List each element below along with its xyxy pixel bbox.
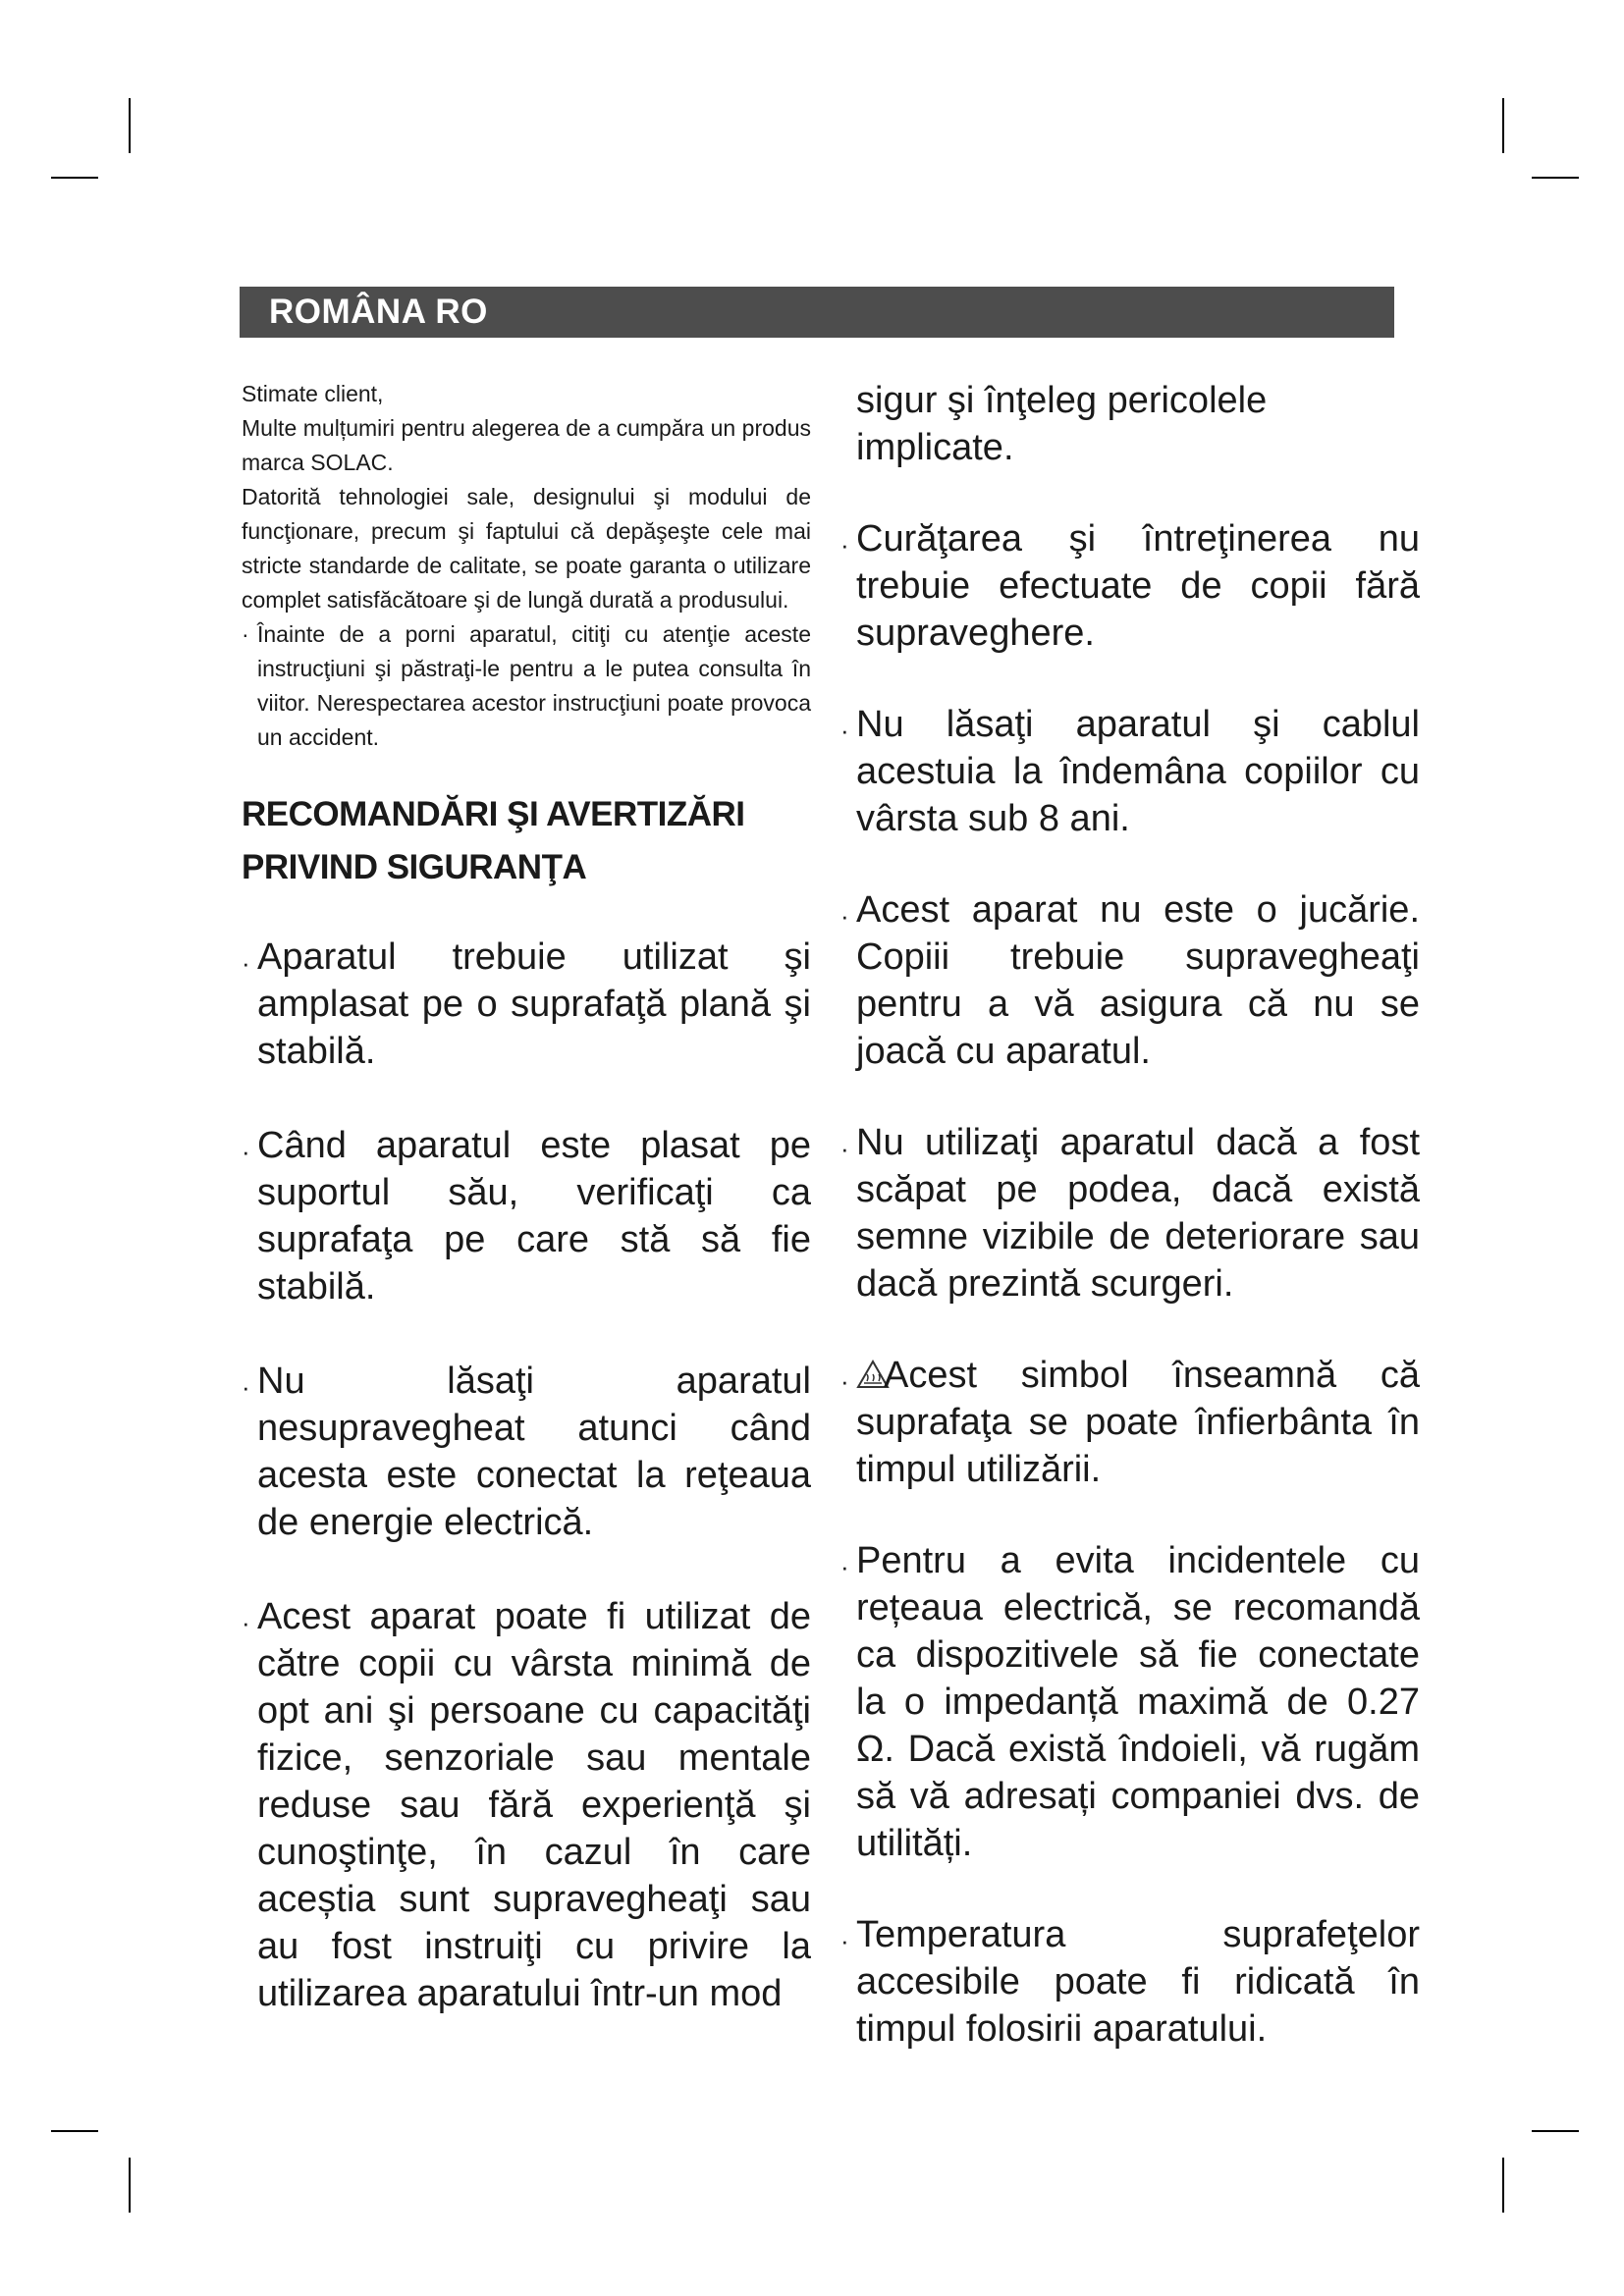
list-item (840, 1352, 1420, 1493)
list-item (840, 886, 1420, 1075)
list-item (242, 1122, 811, 1310)
bullet-marker: · (840, 716, 849, 745)
intro-section (242, 377, 811, 755)
list-item-text: Acest aparat nu este o jucărie. Copiii trebuie supravegheaţi pentru a vă asigura că nu se joacă cu aparatul. (856, 889, 1420, 1072)
crop-mark (51, 177, 98, 179)
bullet-marker: · (840, 901, 849, 931)
list-item-text: Pentru a evita incidentele cu rețeaua electrică, se recomandă ca dispozitivele să fie conectate la o impedanță maximă de 0.27 Ω. Dacă există îndoieli, vă rugăm să vă adresați companiei dvs. de utilități. (856, 1540, 1420, 1864)
list-item-text (856, 1352, 1420, 1493)
intro-bullet-text: Înainte de a porni aparatul, citiţi cu atenţie aceste instrucţiuni şi păstraţi-le pentru a le putea consulta în viitor. Nerespectarea acestor instrucţiuni poate provoca un accident. (257, 621, 811, 750)
list-item (242, 1593, 811, 2017)
safety-heading: RECOMANDĂRI ŞI AVERTIZĂRI PRIVIND SIGURANŢA (242, 795, 745, 886)
list-item-text: Acest aparat poate fi utilizat de către copii cu vârsta minimă de opt ani şi persoane cu capacităţi fizice, senzoriale sau mentale reduse sau fără experienţă şi cunoştinţe, în cazul în care aceștia sunt supravegheaţi sau au fost instruiţi cu privire la utilizarea aparatului într-un mod (257, 1596, 811, 2014)
bullet-marker: · (242, 1372, 250, 1402)
crop-mark (51, 2130, 98, 2132)
bullet-marker: · (840, 1366, 849, 1396)
list-item-text: Curăţarea şi întreţinerea nu trebuie efectuate de copii fără supraveghere. (856, 518, 1420, 654)
bullet-marker: · (242, 621, 249, 647)
list-item-text: Aparatul trebuie utilizat şi amplasat pe o suprafaţă plană şi stabilă. (257, 936, 811, 1072)
crop-mark (1502, 98, 1504, 153)
bullet-marker: · (242, 1137, 250, 1166)
bullet-marker: · (840, 1926, 849, 1955)
bullet-marker: · (242, 1608, 250, 1637)
list-item (242, 1358, 811, 1546)
symbol-item-rest: est simbol înseamnă că suprafaţa se poate înfierbânta în timpul utilizării. (856, 1355, 1420, 1490)
language-header-bar (240, 287, 1394, 338)
intro-body: Datorită tehnologiei sale, designului şi modului de funcţionare, precum şi faptului că depăşeşte cele mai stricte standarde de calitate, se poate garanta o utilizare complet satisfăcătoare şi de lungă durată a produsului. (242, 484, 811, 613)
list-item-text: Nu utilizaţi aparatul dacă a fost scăpat pe podea, dacă există semne vizibile de deteriorare sau dacă prezintă scurgeri. (856, 1122, 1420, 1305)
list-item (840, 1537, 1420, 1867)
list-item-text: Nu lăsaţi aparatul şi cablul acestuia la îndemâna copiilor cu vârsta sub 8 ani. (856, 704, 1420, 839)
bullet-marker: · (840, 1134, 849, 1163)
bullet-marker: · (840, 1552, 849, 1581)
left-column (242, 377, 811, 2017)
list-item (840, 1119, 1420, 1308)
safety-list-left (242, 934, 811, 2017)
crop-mark (129, 2158, 131, 2213)
list-item-text: Temperatura suprafeţelor accesibile poate fi ridicată în timpul folosirii aparatului. (856, 1914, 1420, 2050)
language-title: ROMÂNA RO (269, 293, 488, 331)
list-item (840, 701, 1420, 842)
continued-text: sigur şi înţeleg pericolele implicate. (856, 380, 1268, 468)
bullet-marker: · (840, 530, 849, 560)
list-item-text: Nu lăsaţi aparatul nesupravegheat atunci când acesta este conectat la reţeaua de energie electrică. (257, 1361, 811, 1543)
crop-mark (1502, 2158, 1504, 2213)
right-column (840, 377, 1420, 2053)
bullet-marker: · (242, 948, 250, 978)
list-item (242, 934, 811, 1075)
symbol-item-prefix: Ac (884, 1355, 928, 1396)
list-item (840, 1911, 1420, 2053)
crop-mark (1532, 2130, 1579, 2132)
list-item-text: Când aparatul este plasat pe suportul său, verificaţi ca suprafaţa pe care stă să fie stabilă. (257, 1125, 811, 1308)
intro-thanks: Multe mulțumiri pentru alegerea de a cumpăra un produs marca SOLAC. (242, 415, 811, 475)
intro-greeting: Stimate client, (242, 381, 384, 406)
list-item (840, 515, 1420, 657)
crop-mark (129, 98, 131, 153)
intro-bullet (242, 617, 811, 755)
safety-list-right (840, 515, 1420, 2053)
crop-mark (1532, 177, 1579, 179)
